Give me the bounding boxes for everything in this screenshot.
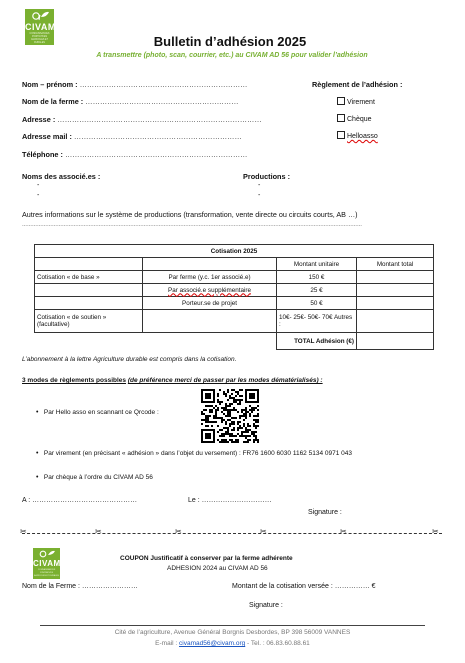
coupon-nom-ferme-field[interactable] xyxy=(22,583,138,590)
bullet-icon: • xyxy=(36,474,39,481)
associe-item: - xyxy=(37,182,40,189)
adresse-field[interactable] xyxy=(22,115,262,124)
table-cell: Par ferme (y.c. 1er associé.e) xyxy=(143,271,277,284)
table-header-cell xyxy=(35,258,143,271)
mode-item-cheque xyxy=(36,474,153,481)
table-input-cell[interactable] xyxy=(357,310,434,333)
scissor-icon: ✂ xyxy=(260,527,267,536)
coupon-nom-ferme-label: Nom de la Ferme : xyxy=(22,583,80,590)
option-label: Chèque xyxy=(347,116,372,123)
table-input-cell[interactable] xyxy=(357,297,434,310)
coupon-montant-label: Montant de la cotisation versée : xyxy=(232,583,333,590)
associes-title: Noms des associé.es : xyxy=(22,172,101,181)
leaf-icon xyxy=(30,10,50,22)
civam-logo xyxy=(25,9,54,45)
modes-title-bold: 3 modes de règlements possibles xyxy=(22,377,127,384)
coupon-montant-field[interactable] xyxy=(232,583,376,590)
table-cell xyxy=(143,333,277,350)
coupon-montant-dots: …………… € xyxy=(334,583,376,590)
nom-ferme-label: Nom de la ferme : xyxy=(22,97,84,106)
modes-title-italic: (de préférence merci de passer par les modes dématérialisés) : xyxy=(127,377,323,384)
table-row xyxy=(35,310,434,333)
table-cell[interactable]: 10€- 25€- 50€- 70€ Autres : xyxy=(277,310,357,333)
page-subtitle: A transmettre (photo, scan, courrier, etc.) au CIVAM AD 56 pour valider l’adhésion xyxy=(96,52,368,59)
productions-title: Productions : xyxy=(243,172,291,181)
reglement-option-virement[interactable] xyxy=(337,97,375,106)
mode-label: Par chèque à l’ordre du CIVAM AD 56 xyxy=(43,474,153,481)
scissor-icon: ✂ xyxy=(432,527,439,536)
reglement-option-cheque[interactable] xyxy=(337,114,372,123)
table-row xyxy=(35,333,434,350)
reglement-option-helloasso[interactable] xyxy=(337,131,378,140)
table-cell xyxy=(35,333,143,350)
table-row xyxy=(35,297,434,310)
table-row xyxy=(35,284,434,297)
associe-item: - xyxy=(37,192,40,199)
scissor-icon: ✂ xyxy=(95,527,102,536)
footer-address: Cité de l’agriculture, Avenue Général Borgnis Desbordes, BP 398 56009 VANNES xyxy=(114,629,351,636)
telephone-label: Téléphone : xyxy=(22,150,63,159)
adresse-mail-dots: …………………………………………………………… xyxy=(73,132,242,141)
table-cell: 25 € xyxy=(277,284,357,297)
checkbox[interactable] xyxy=(337,114,345,122)
logo-subtext: CONNAISSANCES D'INITIATIVES AGRICOLES ET RURALES xyxy=(34,569,59,577)
coupon-nom-ferme-dots: …………………… xyxy=(81,583,138,590)
table-row xyxy=(35,271,434,284)
telephone-dots: ………………………………………………………………… xyxy=(64,150,248,159)
coupon-title xyxy=(120,555,293,562)
table-input-cell[interactable] xyxy=(357,271,434,284)
table-cell xyxy=(35,284,143,297)
signature-label[interactable]: Signature : xyxy=(308,509,342,516)
table-row xyxy=(35,245,434,258)
adresse-label: Adresse : xyxy=(22,115,56,124)
date-label: Le : xyxy=(188,497,200,504)
abonnement-note: L’abonnement à la lettre Agriculture durable est compris dans la cotisation. xyxy=(22,356,237,363)
total-label: TOTAL Adhésion (€) xyxy=(277,333,357,350)
production-item: - xyxy=(258,192,261,199)
table-header-cell: Montant unitaire xyxy=(277,258,357,271)
option-label: Helloasso xyxy=(347,133,378,140)
production-item: - xyxy=(258,182,261,189)
autres-infos-dots[interactable]: …………………………………………………………………………………………………………………………………………………………………………………… xyxy=(22,222,362,228)
adresse-mail-label: Adresse mail : xyxy=(22,132,72,141)
coupon-signature-label[interactable]: Signature : xyxy=(249,602,283,609)
table-header-cell xyxy=(143,258,277,271)
table-cell xyxy=(143,284,277,297)
adresse-mail-field[interactable] xyxy=(22,132,242,141)
table-row xyxy=(35,258,434,271)
qrcode-image[interactable] xyxy=(201,389,259,443)
table-cell xyxy=(143,310,277,333)
table-cell xyxy=(35,297,143,310)
scissor-icon: ✂ xyxy=(175,527,182,536)
nom-prenom-label: Nom – prénom : xyxy=(22,80,78,89)
total-input-cell[interactable] xyxy=(357,333,434,350)
qrcode-icon xyxy=(201,389,259,443)
bullet-icon: • xyxy=(36,409,39,416)
coupon-subtitle: ADHESION 2024 au CIVAM AD 56 xyxy=(167,565,268,572)
bullet-icon: • xyxy=(36,450,39,457)
page-title: Bulletin d’adhésion 2025 xyxy=(153,34,307,49)
logo-subtext: CONNAISSANCES D'INITIATIVES AGRICOLES ET RURALES xyxy=(29,33,50,44)
checkbox[interactable] xyxy=(337,97,345,105)
telephone-field[interactable] xyxy=(22,150,247,159)
lieu-label: A : xyxy=(22,497,31,504)
cotisation-table xyxy=(34,244,434,350)
nom-prenom-field[interactable] xyxy=(22,80,247,89)
table-header-cell: Montant total xyxy=(357,258,434,271)
table-cell-text: Par associé.e supplémentaire xyxy=(168,286,251,294)
footer-tel: - Tel. : 06.83.60.88.61 xyxy=(245,640,310,647)
footer-divider xyxy=(40,625,425,626)
cut-line xyxy=(22,533,442,534)
option-label: Virement xyxy=(347,99,375,106)
nom-prenom-dots: …………………………………………………………… xyxy=(79,80,248,89)
modes-title xyxy=(22,377,323,384)
mode-item-virement xyxy=(36,450,352,457)
date-dots: ………………………… xyxy=(201,497,272,504)
logo-text: CIVAM xyxy=(33,559,61,568)
mode-item-helloasso xyxy=(36,409,159,416)
coupon-title-text: COUPON Justificatif à conserver par la ferme adhérente xyxy=(120,555,293,562)
table-cell: Cotisation « de soutien » (facultative) xyxy=(35,310,143,333)
autres-infos-label: Autres informations sur le système de productions (transformation, vente directe ou circuits courts, AB …) xyxy=(22,210,358,219)
reglement-title: Règlement de l’adhésion : xyxy=(312,80,403,89)
table-input-cell[interactable] xyxy=(357,284,434,297)
nom-ferme-dots: ……………………………………………………… xyxy=(85,97,239,106)
leaf-icon xyxy=(38,549,56,559)
checkbox[interactable] xyxy=(337,131,345,139)
mode-label: Par virement (en précisant « adhésion » dans l’objet du versement) : FR76 1600 6030 1162 5134 0971 043 xyxy=(43,450,352,457)
footer-contact xyxy=(0,640,465,647)
table-cell: 50 € xyxy=(277,297,357,310)
scissor-icon: ✂ xyxy=(340,527,347,536)
nom-ferme-field[interactable] xyxy=(22,97,239,106)
mode-label: Par Hello asso en scannant ce Qrcode : xyxy=(43,409,159,416)
lieu-dots: ……………………………………… xyxy=(32,497,138,504)
table-cell: 150 € xyxy=(277,271,357,284)
logo-text: CIVAM xyxy=(25,22,56,32)
table-cell: Cotisation « de base » xyxy=(35,271,143,284)
lieu-field[interactable] xyxy=(22,497,137,504)
cotisation-title: Cotisation 2025 xyxy=(35,245,434,258)
footer-email-link[interactable]: civamad56@civam.org xyxy=(179,640,246,647)
date-field[interactable] xyxy=(188,497,272,504)
scissor-icon: ✂ xyxy=(20,527,27,536)
table-cell: Porteur.se de projet xyxy=(143,297,277,310)
civam-logo-small xyxy=(33,548,60,579)
adresse-dots: ………………………………………………………………………… xyxy=(57,115,262,124)
footer-email-label: E-mail : xyxy=(155,640,178,647)
